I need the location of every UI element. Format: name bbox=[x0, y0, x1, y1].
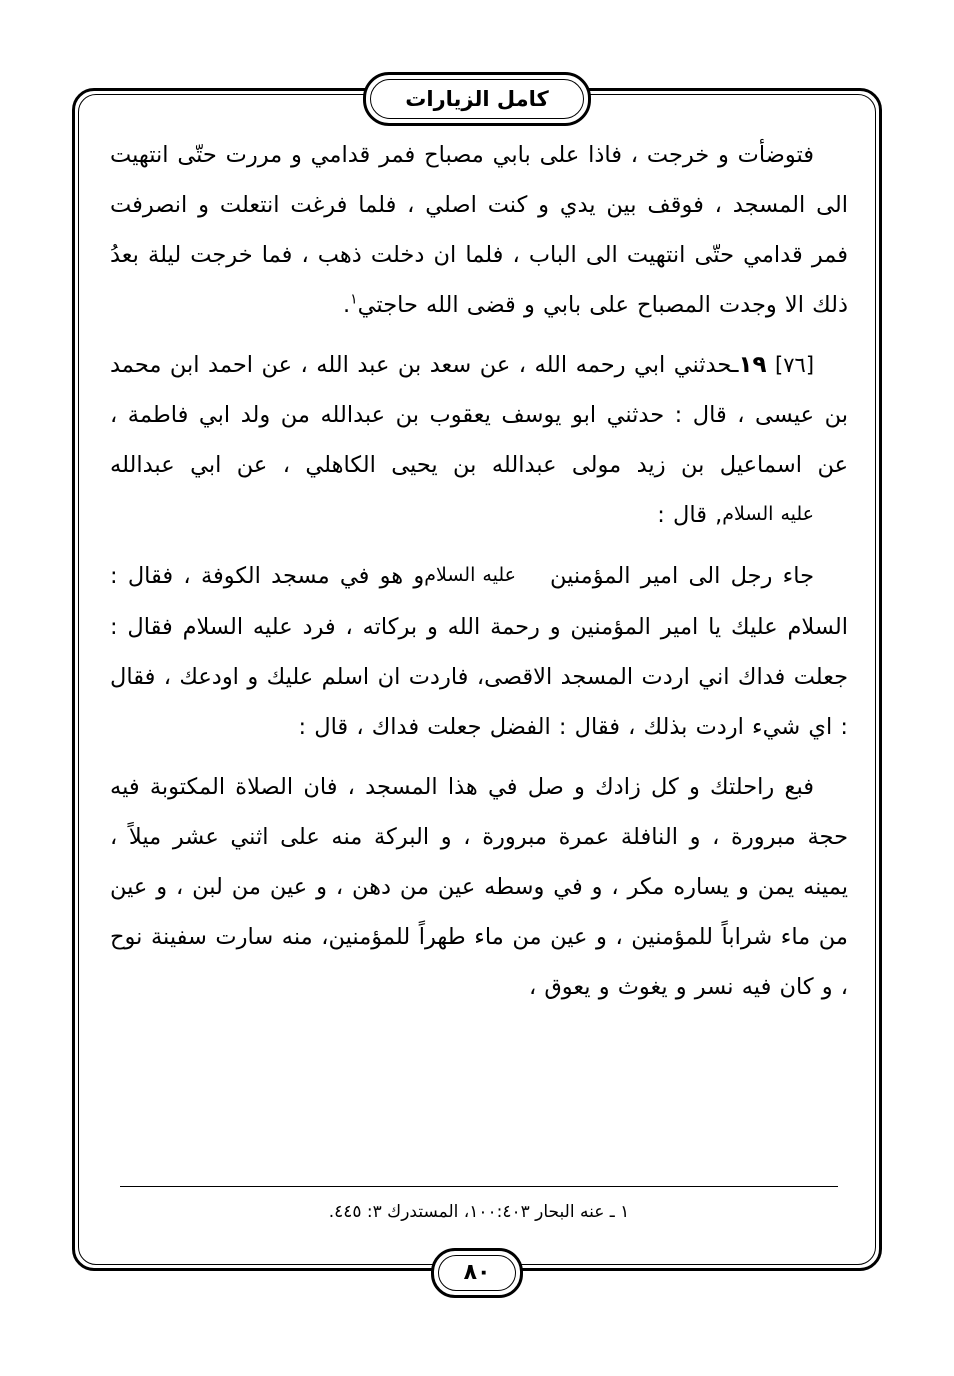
page-number: ٨٠ bbox=[463, 1260, 491, 1285]
hadith-dash: ـ bbox=[731, 352, 739, 378]
hadith-sequence-number: ١٩ bbox=[738, 352, 767, 378]
paragraph-1-text: فتوضأت و خرجت ، فاذا على بابي مصباح فمر قدامي و مررت حتّى انتهيت الى المسجد ، فوقف بين يدي و كنت اصلي ، فلما فرغت انتعلت و انصرفت فمر قدامي حتّى انتهيت الى الباب ، فلما ان دخلت ذهب ، فما خرجت ليلة بعدُ ذلك الا وجدت المصباح على بابي و قضى الله حاجتي bbox=[110, 142, 848, 318]
page-text-body bbox=[110, 130, 848, 1022]
hadith-body-a-start: جاء رجل الى امير المؤمنين bbox=[549, 563, 814, 589]
hadith-body-b-text: فبع راحلتك و كل زادك و صل في هذا المسجد ، فان الصلاة المكتوبة فيه حجة مبرورة ، و النافلة عمرة مبرورة ، و البركة منه على اثني عشر ميلاً ، يمينه يمن و يساره مكر ، و في وسطه عين من دهن ، و عين من لبن ، و عين من ماء شراباً للمؤمنين ، و عين من ماء طهراً للمؤمنين، منه سارت سفينة نوح ، و كان فيه نسر و يغوث و يعوق ، bbox=[110, 774, 848, 1000]
footnote-separator-rule bbox=[120, 1186, 838, 1187]
honorific-alayhi-salam-icon: عليه السلام bbox=[424, 564, 516, 586]
footnote-area bbox=[120, 1198, 838, 1226]
hadith-bracket-number: [٧٦] bbox=[775, 353, 815, 377]
footnote-text: ١ ـ عنه البحار ١٠٠:٤٠٣، المستدرك ٣: ٤٤٥. bbox=[328, 1202, 630, 1222]
running-header-badge bbox=[363, 72, 591, 126]
book-title: كامل الزيارات bbox=[405, 86, 549, 111]
paragraph-narration-continuation: فتوضأت و خرجت ، فاذا على بابي مصباح فمر قدامي و مررت حتّى انتهيت الى المسجد ، فوقف بين يدي و كنت اصلي ، فلما فرغت انتعلت و انصرفت فمر قدامي حتّى انتهيت الى الباب ، فلما ان دخلت ذهب ، فما خرجت ليلة بعدُ ذلك الا وجدت المصباح على بابي و قضى الله حاجتي$^١$. bbox=[110, 142, 848, 318]
paragraph-hadith-19-body-a bbox=[110, 551, 848, 752]
paragraph-hadith-19-chain bbox=[110, 340, 848, 541]
honorific-alayhi-salam-icon: عليه السلام bbox=[722, 503, 814, 525]
page-number-badge bbox=[431, 1248, 523, 1298]
hadith-chain-text: حدثني ابي رحمه الله ، عن سعد بن عبد الله ، عن احمد ابن محمد بن عيسى ، قال : حدثني ابو يوسف يعقوب بن عبدالله من ولد ابي فاطمة ، عن اسماعيل بن زيد مولى عبدالله بن يحيى الكاهلي ، عن ابي عبدالله bbox=[110, 352, 848, 478]
hadith-body-a-end: و هو في مسجد الكوفة ، فقال : السلام عليك يا امير المؤمنين و رحمة الله و بركاته ، فرد عليه السلام فقال : جعلت فداك اني اردت المسجد الاقصى، فاردت ان اسلم عليك و اودعك ، فقال : اي شيء اردت بذلك ، فقال : الفضل جعلت فداك ، قال : bbox=[110, 563, 848, 740]
footnote-reference-marker: ١ bbox=[350, 291, 358, 308]
hadith-chain-tail: , قال : bbox=[657, 502, 723, 528]
paragraph-hadith-19-body-b bbox=[110, 762, 848, 1012]
